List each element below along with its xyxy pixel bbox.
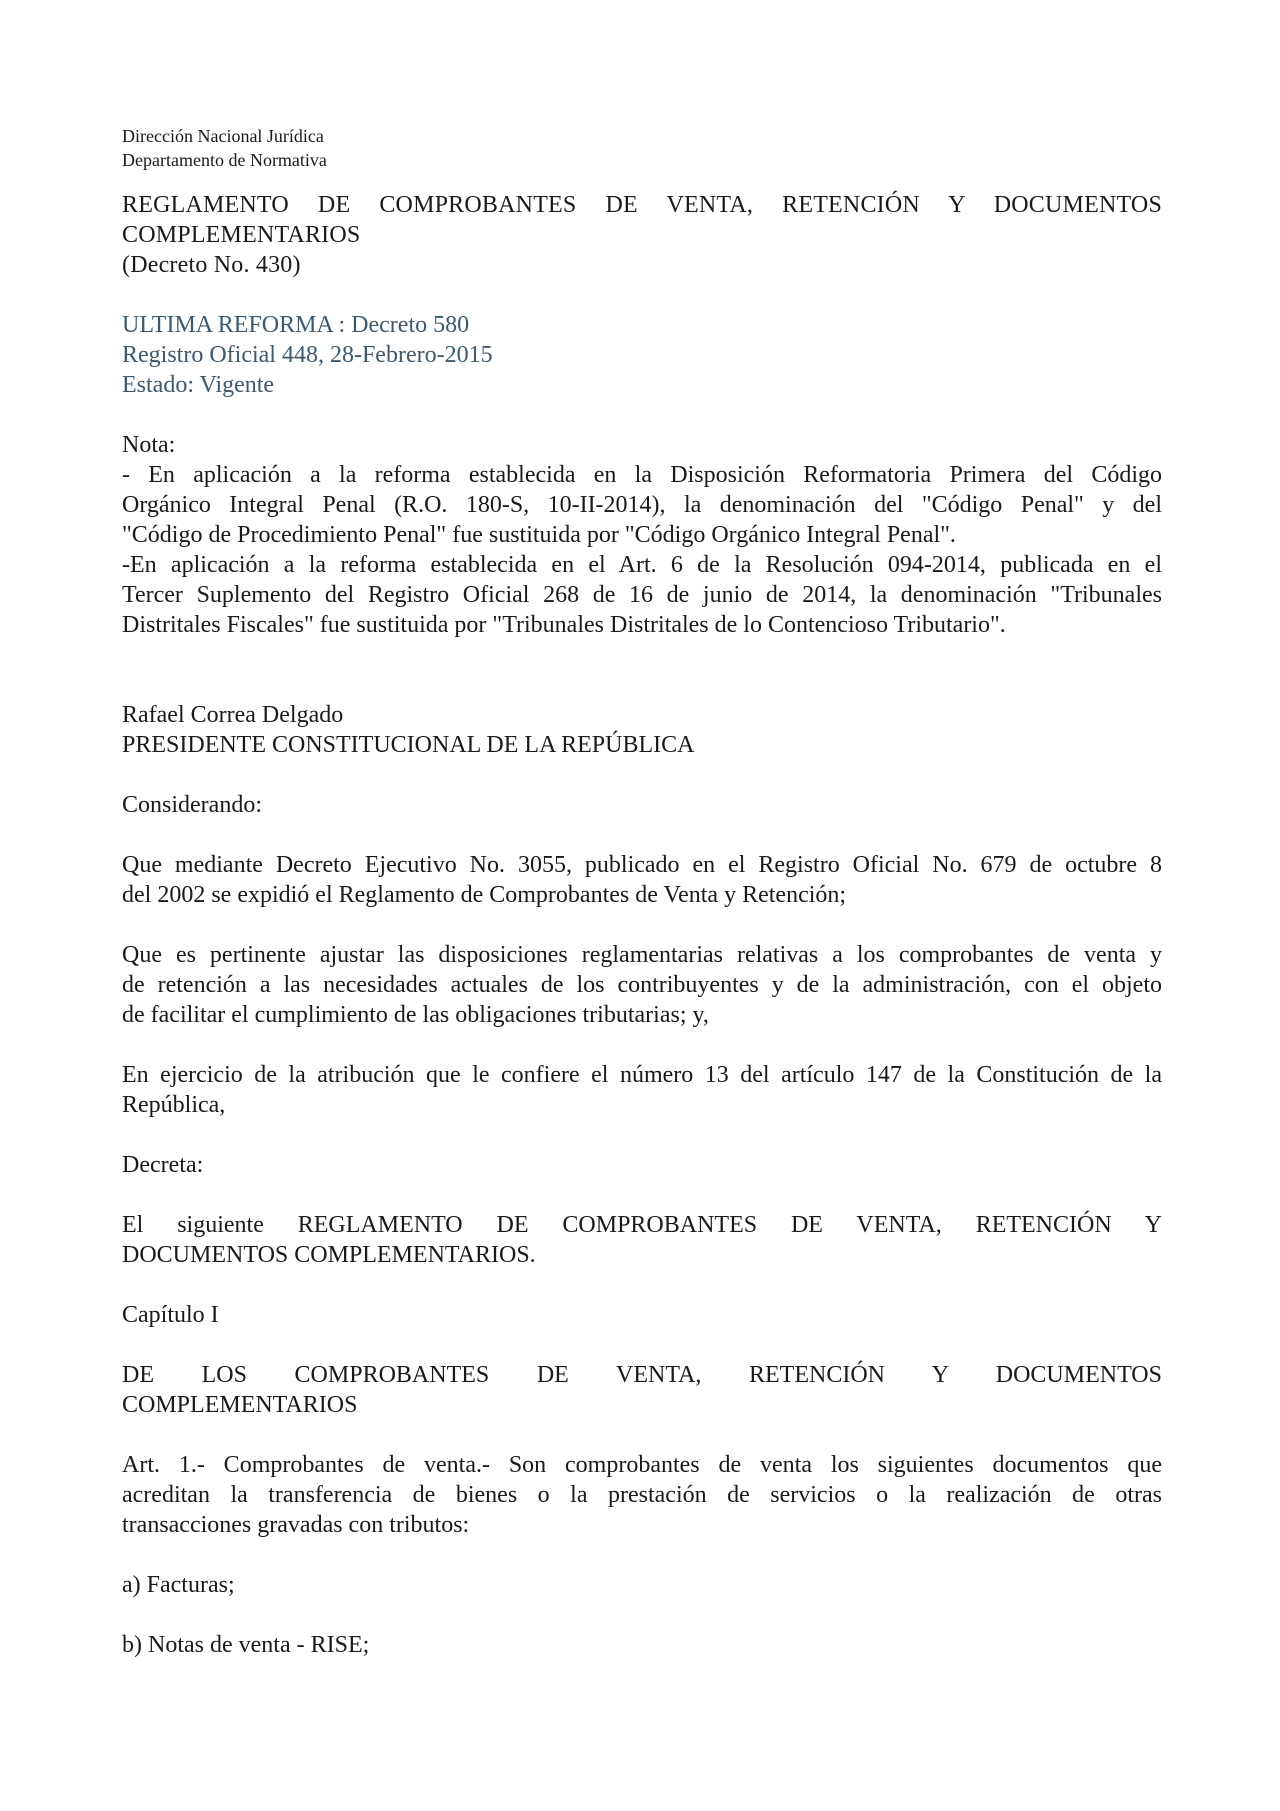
p1-line1: Que mediante Decreto Ejecutivo No. 3055, publicado en el Registro Oficial No. 679 de octubre 8 [122, 852, 1162, 878]
chapter-title [122, 1360, 1162, 1420]
signatory-name: Rafael Correa Delgado [122, 702, 344, 728]
note-item2-line3: Distritales Fiscales" fue sustituida por "Tribunales Distritales de lo Contencioso Tributario". [122, 612, 1006, 638]
header-org: Dirección Nacional Jurídica [122, 126, 324, 146]
reform-block [122, 310, 1162, 400]
registry-info: Registro Oficial 448, 28-Febrero-2015 [122, 342, 493, 368]
title-line-1: REGLAMENTO DE COMPROBANTES DE VENTA, RETENCIÓN Y DOCUMENTOS [122, 192, 1162, 218]
considerando-heading: Considerando: [122, 792, 262, 818]
p4-line2: DOCUMENTOS COMPLEMENTARIOS. [122, 1242, 536, 1268]
chapter-title-line2: COMPLEMENTARIOS [122, 1392, 358, 1418]
note-label: Nota: [122, 432, 176, 458]
list-item-a: a) Facturas; [122, 1572, 235, 1598]
note-item1-line1: - En aplicación a la reforma establecida en la Disposición Reformatoria Primera del Código [122, 462, 1162, 488]
title-line-2: COMPLEMENTARIOS [122, 222, 361, 248]
last-reform: ULTIMA REFORMA : Decreto 580 [122, 312, 470, 338]
p3-line1: En ejercicio de la atribución que le confiere el número 13 del artículo 147 de la Constitución de la [122, 1062, 1162, 1088]
note-item1-line2: Orgánico Integral Penal (R.O. 180-S, 10-II-2014), la denominación del "Código Penal" y del [122, 492, 1162, 518]
document-title [122, 190, 1162, 280]
paragraph-1 [122, 850, 1162, 910]
article-1 [122, 1450, 1162, 1540]
p3-line2: República, [122, 1092, 226, 1118]
art1-line1: Art. 1.- Comprobantes de venta.- Son comprobantes de venta los siguientes documentos que [122, 1452, 1162, 1478]
note-item1-line3: "Código de Procedimiento Penal" fue sustituida por "Código Orgánico Integral Penal". [122, 522, 956, 548]
paragraph-4 [122, 1210, 1162, 1270]
chapter-title-line1: DE LOS COMPROBANTES DE VENTA, RETENCIÓN Y DOCUMENTOS [122, 1362, 1162, 1388]
document-page [122, 124, 1162, 1660]
art1-line2: acreditan la transferencia de bienes o la prestación de servicios o la realización de otras [122, 1482, 1162, 1508]
status-info: Estado: Vigente [122, 372, 275, 398]
p2-line2: de retención a las necesidades actuales de los contribuyentes y de la administración, con el objeto [122, 972, 1162, 998]
title-decree: (Decreto No. 430) [122, 252, 301, 278]
paragraph-2 [122, 940, 1162, 1030]
note-block [122, 430, 1162, 640]
decreta-heading: Decreta: [122, 1152, 204, 1178]
header-dept: Departamento de Normativa [122, 150, 327, 170]
p2-line3: de facilitar el cumplimiento de las obligaciones tributarias; y, [122, 1002, 709, 1028]
paragraph-3 [122, 1060, 1162, 1120]
list-item-b: b) Notas de venta - RISE; [122, 1632, 370, 1658]
note-item2-line2: Tercer Suplemento del Registro Oficial 268 de 16 de junio de 2014, la denominación "Tribunales [122, 582, 1162, 608]
p1-line2: del 2002 se expidió el Reglamento de Comprobantes de Venta y Retención; [122, 882, 847, 908]
p4-line1: El siguiente REGLAMENTO DE COMPROBANTES DE VENTA, RETENCIÓN Y [122, 1212, 1162, 1238]
art1-line3: transacciones gravadas con tributos: [122, 1512, 470, 1538]
chapter-heading: Capítulo I [122, 1302, 219, 1328]
signatory-block [122, 700, 1162, 760]
header-block [122, 124, 1162, 172]
note-item2-line1: -En aplicación a la reforma establecida en el Art. 6 de la Resolución 094-2014, publicada en el [122, 552, 1162, 578]
signatory-title: PRESIDENTE CONSTITUCIONAL DE LA REPÚBLICA [122, 732, 695, 758]
p2-line1: Que es pertinente ajustar las disposiciones reglamentarias relativas a los comprobantes de venta y [122, 942, 1162, 968]
